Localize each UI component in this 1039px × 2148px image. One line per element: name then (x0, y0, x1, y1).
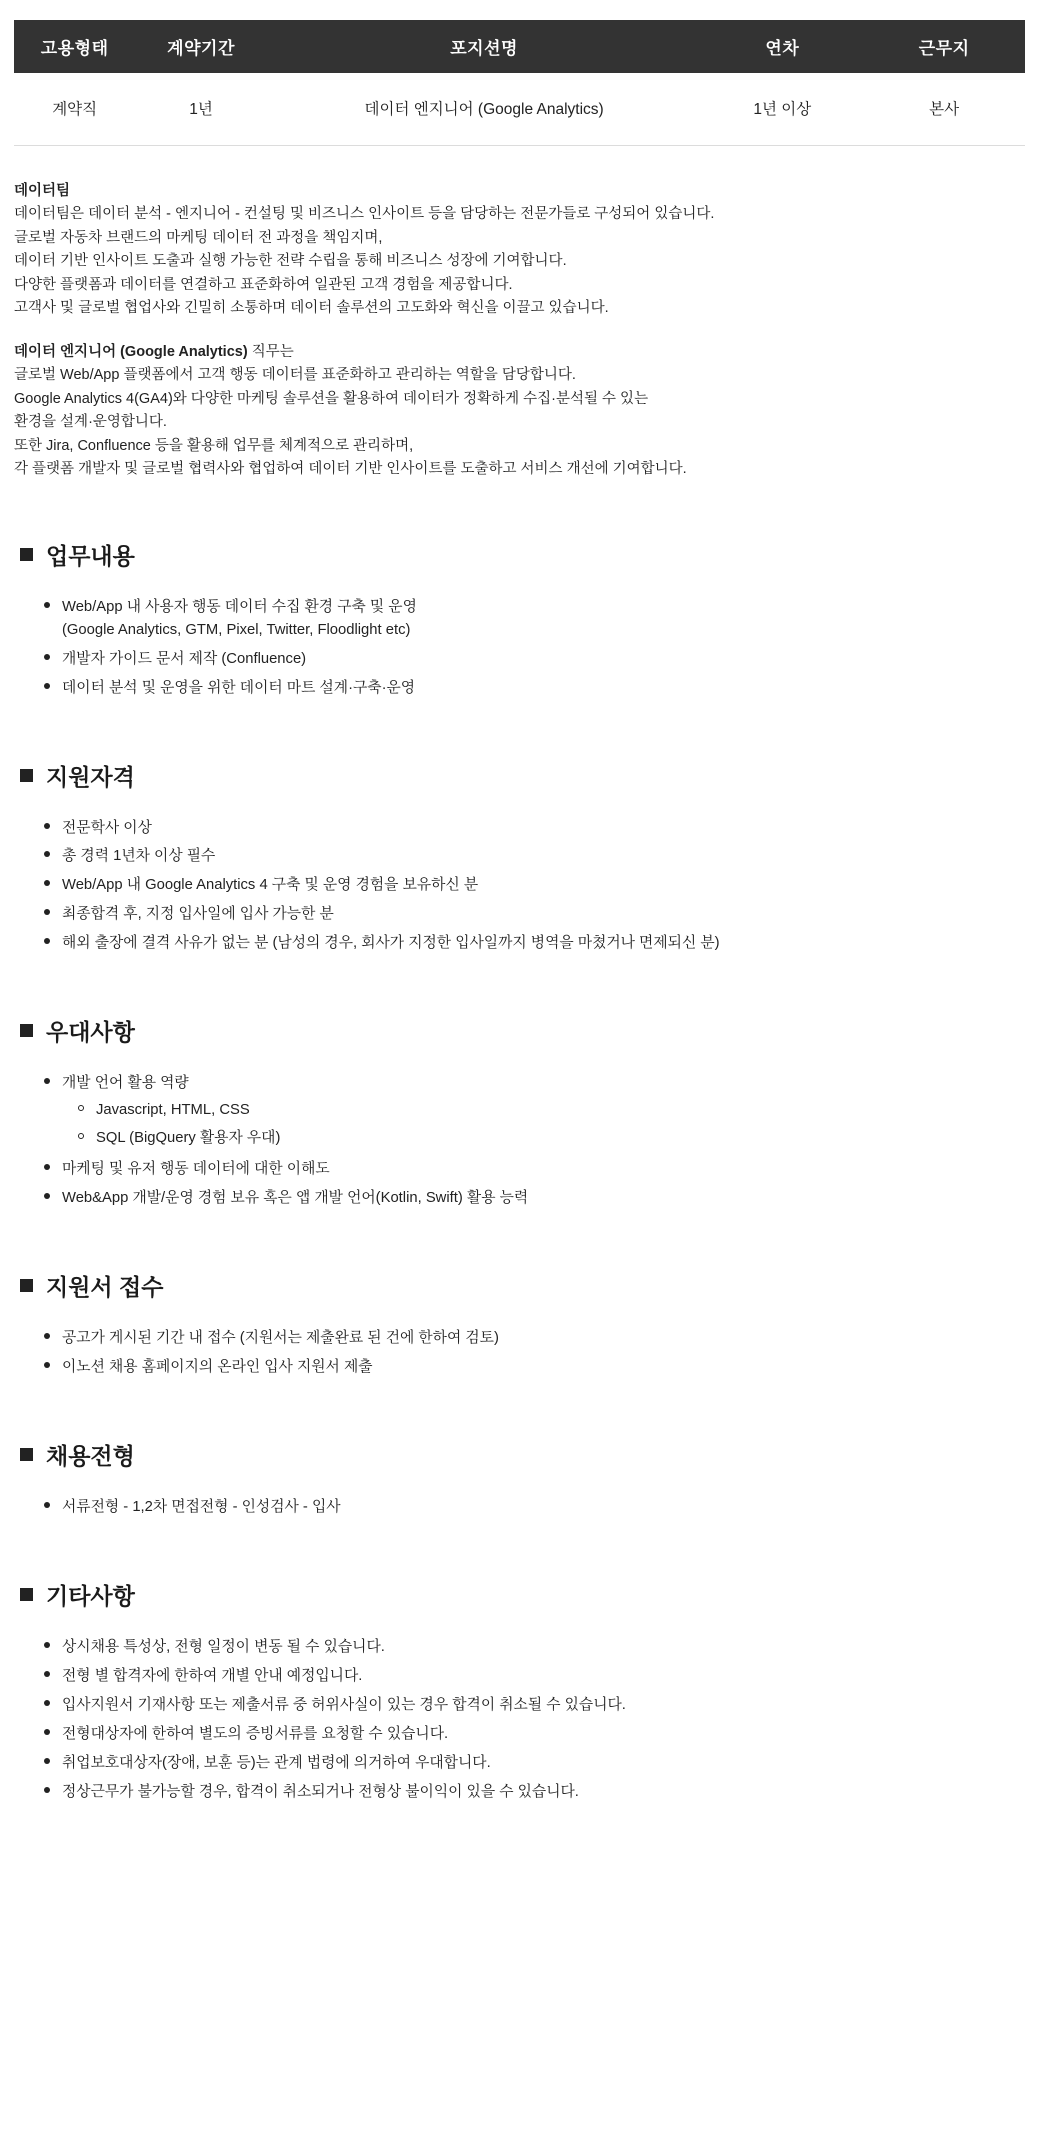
list-item (62, 1069, 1025, 1155)
section-application (14, 1269, 1025, 1382)
square-bullet-icon (20, 548, 33, 561)
bullet-dot-icon (44, 823, 50, 829)
section-title (20, 1438, 1025, 1471)
list-item (62, 1184, 1025, 1213)
role-title-bold: 데이터 엔지니어 (Google Analytics) (14, 343, 248, 360)
bullet-dot-icon (44, 880, 50, 886)
list-item-text: 총 경력 1년차 이상 필수 (62, 848, 216, 865)
bullet-dot-icon (44, 1787, 50, 1793)
list-item (62, 593, 1025, 645)
bullet-dot-icon (44, 1642, 50, 1648)
team-line: 글로벌 자동차 브랜드의 마케팅 데이터 전 과정을 책임지며, (14, 229, 383, 246)
section-title (20, 538, 1025, 571)
job-summary-table (14, 20, 1025, 146)
header-contract-period: 계약기간 (135, 20, 266, 73)
table-header-row (14, 20, 1025, 73)
bullet-dot-icon (44, 1729, 50, 1735)
list-item-text: 공고가 게시된 기간 내 접수 (지원서는 제출완료 된 건에 한하여 검토) (62, 1330, 499, 1347)
section-list (14, 1633, 1025, 1807)
cell-contract-period: 1년 (135, 73, 266, 146)
header-work-location: 근무지 (863, 20, 1025, 73)
list-item-text: 정상근무가 불가능할 경우, 합격이 취소되거나 전형상 불이익이 있을 수 있습니다. (62, 1783, 579, 1800)
list-item (62, 1324, 1025, 1353)
section-title-text: 업무내용 (46, 542, 135, 569)
square-bullet-icon (20, 769, 33, 782)
list-item-text: 상시채용 특성상, 전형 일정이 변동 될 수 있습니다. (62, 1638, 385, 1655)
section-hiring-process (14, 1438, 1025, 1522)
square-bullet-icon (20, 1279, 33, 1292)
bullet-dot-icon (44, 1333, 50, 1339)
list-item-text: 최종합격 후, 지정 입사일에 입사 가능한 분 (62, 906, 334, 923)
section-title-text: 우대사항 (46, 1019, 135, 1046)
list-item (62, 1778, 1025, 1807)
list-item-text: 이노션 채용 홈페이지의 온라인 입사 지원서 제출 (62, 1359, 373, 1376)
sub-list-item-text: SQL (BigQuery 활용자 우대) (96, 1129, 281, 1146)
section-list (14, 1324, 1025, 1382)
list-item (62, 1353, 1025, 1382)
role-line: 각 플랫폼 개발자 및 글로벌 협력사와 협업하여 데이터 기반 인사이트를 도출하고 서비스 개선에 기여합니다. (14, 461, 687, 478)
section-title (20, 759, 1025, 792)
list-item (62, 1493, 1025, 1522)
list-item (62, 674, 1025, 703)
bullet-dot-icon (44, 851, 50, 857)
team-line: 데이터팀은 데이터 분석 - 엔지니어 - 컨설팅 및 비즈니스 인사이트 등을 담당하는 전문가들로 구성되어 있습니다. (14, 206, 715, 223)
team-line: 다양한 플랫폼과 데이터를 연결하고 표준화하여 일관된 고객 경험을 제공합니다. (14, 276, 513, 293)
list-item (62, 1691, 1025, 1720)
section-list (14, 1069, 1025, 1213)
role-line: 글로벌 Web/App 플랫폼에서 고객 행동 데이터를 표준화하고 관리하는 역할을 담당합니다. (14, 367, 576, 384)
list-item (62, 900, 1025, 929)
role-line: Google Analytics 4(GA4)와 다양한 마케팅 솔루션을 활용하여 데이터가 정확하게 수집·분석될 수 있는 (14, 390, 649, 407)
summary-table-body (14, 73, 1025, 146)
bullet-dot-icon (44, 1362, 50, 1368)
section-title-text: 지원서 접수 (46, 1274, 164, 1301)
sub-list-item (96, 1097, 1025, 1125)
bullet-dot-icon (44, 1502, 50, 1508)
list-item (62, 1633, 1025, 1662)
role-title-line (14, 341, 1025, 364)
team-line: 고객사 및 글로벌 협업사와 긴밀히 소통하며 데이터 솔루션의 고도화와 혁신을 이끌고 있습니다. (14, 300, 609, 317)
list-item (62, 645, 1025, 674)
bullet-dot-icon (44, 1164, 50, 1170)
bullet-dot-icon (44, 602, 50, 608)
section-title-text: 채용전형 (46, 1443, 135, 1470)
list-item (62, 1749, 1025, 1778)
section-other-notes (14, 1578, 1025, 1807)
section-qualifications (14, 759, 1025, 959)
team-title: 데이터팀 (14, 183, 71, 199)
sub-list-item-text: Javascript, HTML, CSS (96, 1102, 250, 1119)
list-item-text: 전형 별 합격자에 한하여 개별 안내 예정입니다. (62, 1667, 363, 1684)
bullet-dot-icon (44, 1700, 50, 1706)
bullet-dot-icon (44, 1758, 50, 1764)
square-bullet-icon (20, 1448, 33, 1461)
list-item (62, 871, 1025, 900)
square-bullet-icon (20, 1024, 33, 1037)
list-item-text: 입사지원서 기재사항 또는 제출서류 중 허위사실이 있는 경우 합격이 취소될 수 있습니다. (62, 1696, 626, 1713)
list-item (62, 1720, 1025, 1749)
role-description-block (14, 341, 1025, 482)
section-list (14, 814, 1025, 959)
cell-experience: 1년 이상 (701, 73, 863, 146)
section-title (20, 1269, 1025, 1302)
bullet-dot-icon (44, 1193, 50, 1199)
section-preferred (14, 1014, 1025, 1213)
bullet-dot-icon (44, 909, 50, 915)
section-list (14, 1493, 1025, 1522)
cell-work-location: 본사 (863, 73, 1025, 146)
list-item-text: Web/App 내 Google Analytics 4 구축 및 운영 경험을 보유하신 분 (62, 877, 479, 894)
list-item-text: 취업보호대상자(장애, 보훈 등)는 관계 법령에 의거하여 우대합니다. (62, 1754, 491, 1771)
circle-bullet-icon (78, 1105, 84, 1111)
list-item (62, 842, 1025, 871)
list-item-text: 전형대상자에 한하여 별도의 증빙서류를 요청할 수 있습니다. (62, 1725, 449, 1742)
intro-section (14, 180, 1025, 482)
circle-bullet-icon (78, 1133, 84, 1139)
section-title-text: 지원자격 (46, 763, 135, 790)
bullet-dot-icon (44, 1671, 50, 1677)
list-item-subtext: (Google Analytics, GTM, Pixel, Twitter, Floodlight etc) (62, 621, 411, 638)
section-job-duties (14, 538, 1025, 703)
list-item (62, 1662, 1025, 1691)
cell-employment-type: 계약직 (14, 73, 135, 146)
team-description-block (14, 180, 1025, 321)
sub-list (62, 1097, 1025, 1152)
section-title (20, 1578, 1025, 1611)
bullet-dot-icon (44, 654, 50, 660)
list-item-text: 개발 언어 활용 역량 (62, 1075, 189, 1092)
list-item-text: 해외 출장에 결격 사유가 없는 분 (남성의 경우, 회사가 지정한 입사일까지 병역을 마쳤거나 면제되신 분) (62, 935, 720, 952)
section-title (20, 1014, 1025, 1047)
list-item-text: 데이터 분석 및 운영을 위한 데이터 마트 설계·구축·운영 (62, 679, 416, 696)
role-line: 또한 Jira, Confluence 등을 활용해 업무를 체계적으로 관리하며, (14, 437, 414, 454)
bullet-dot-icon (44, 938, 50, 944)
role-line: 환경을 설계·운영합니다. (14, 414, 167, 431)
list-item-text: Web/App 내 사용자 행동 데이터 수집 환경 구축 및 운영 (62, 598, 417, 615)
bullet-dot-icon (44, 1078, 50, 1084)
list-item (62, 814, 1025, 843)
role-title-rest: 직무는 (247, 343, 294, 360)
list-item-text: 마케팅 및 유저 행동 데이터에 대한 이해도 (62, 1161, 330, 1178)
sub-list-item (96, 1125, 1025, 1153)
summary-table-header (14, 20, 1025, 73)
table-row (14, 73, 1025, 146)
list-item-text: Web&App 개발/운영 경험 보유 혹은 앱 개발 언어(Kotlin, Swift) 활용 능력 (62, 1190, 529, 1207)
list-item (62, 1155, 1025, 1184)
list-item-text: 전문학사 이상 (62, 819, 152, 836)
bullet-dot-icon (44, 683, 50, 689)
cell-position-name: 데이터 엔지니어 (Google Analytics) (267, 73, 702, 146)
team-line: 데이터 기반 인사이트 도출과 실행 가능한 전략 수립을 통해 비즈니스 성장에 기여합니다. (14, 253, 567, 270)
section-title-text: 기타사항 (46, 1582, 135, 1609)
list-item (62, 929, 1025, 958)
header-position-name: 포지션명 (267, 20, 702, 73)
list-item-text: 개발자 가이드 문서 제작 (Confluence) (62, 650, 307, 667)
header-employment-type: 고용형태 (14, 20, 135, 73)
section-list (14, 593, 1025, 703)
header-experience: 연차 (701, 20, 863, 73)
square-bullet-icon (20, 1588, 33, 1601)
list-item-text: 서류전형 - 1,2차 면접전형 - 인성검사 - 입사 (62, 1499, 341, 1516)
